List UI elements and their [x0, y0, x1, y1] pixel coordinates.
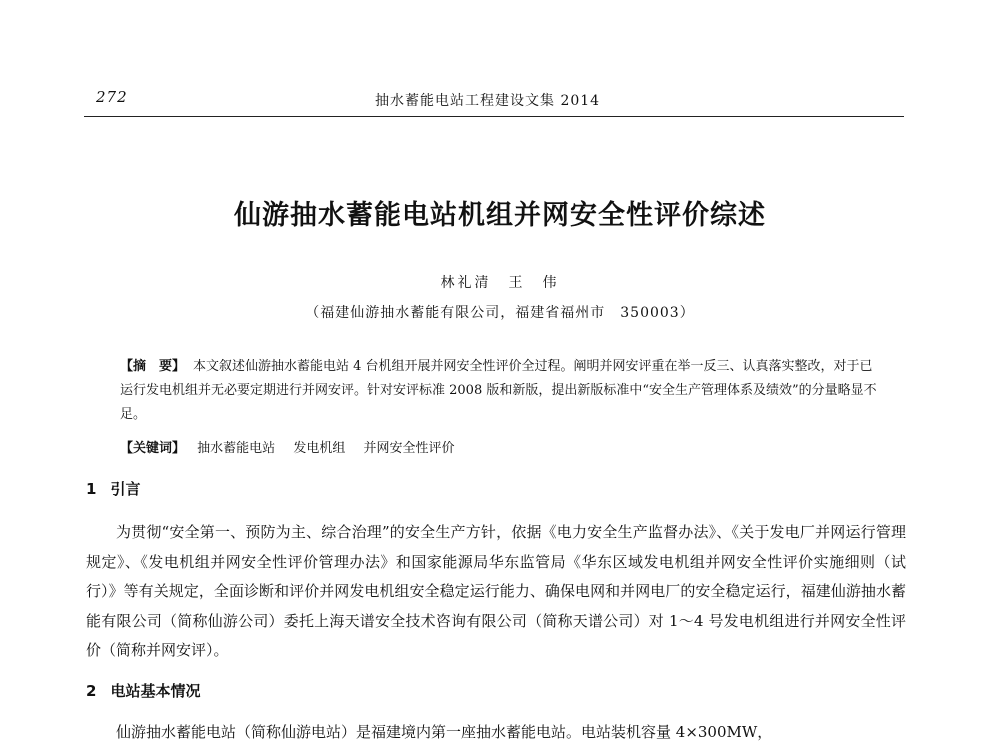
section-paragraph-intro: 为贯彻“安全第一、预防为主、综合治理”的安全生产方针，依据《电力安全生产监督办法》、《关于发电厂并网运行管理规定》、《发电机组并网安全性评价管理办法》和国家能源局华东监管局《华东区域发电机组并网安全性评价实施细则（试行）》等有关规定，全面诊断和评价并网发电机组安全稳定运行能力、确保电网和并网电厂的安全稳定运行，福建仙游抽水蓄能有限公司（简称仙游公司）委托上海天谱安全技术咨询有限公司（简称天谱公司）对 1～4 号发电机组进行并网安全性评价（简称并网安评）。 — [86, 523, 906, 659]
keyword: 抽水蓄能电站 — [197, 441, 276, 456]
keyword: 发电机组 — [293, 441, 346, 456]
section-heading-station — [86, 680, 200, 701]
section-title: 引言 — [110, 480, 141, 498]
section-title: 电站基本情况 — [110, 682, 201, 700]
section-number: 1 — [86, 480, 97, 498]
article-authors: 林礼清 王 伟 — [440, 275, 560, 291]
keyword: 并网安全性评价 — [363, 441, 455, 456]
header-rule — [84, 116, 904, 117]
abstract-label: 【摘 要】 — [120, 359, 186, 374]
section-number: 2 — [86, 682, 97, 700]
page-number: 272 — [96, 88, 128, 106]
running-header-title: 抽水蓄能电站工程建设文集 2014 — [375, 93, 601, 109]
section-paragraph-station: 仙游抽水蓄能电站（简称仙游电站）是福建境内第一座抽水蓄能电站。电站装机容量 4×300MW， — [116, 723, 773, 741]
article-affiliation: （福建仙游抽水蓄能有限公司，福建省福州市 350003） — [305, 305, 695, 321]
keywords-label: 【关键词】 — [120, 441, 186, 456]
article-title: 仙游抽水蓄能电站机组并网安全性评价综述 — [234, 200, 766, 231]
abstract-text: 本文叙述仙游抽水蓄能电站 4 台机组开展并网安全性评价全过程。阐明并网安评重在举一反三、认真落实整改，对于已运行发电机组并无必要定期进行并网安评。针对安评标准 2008 版和新版，提出新版标准中“安全生产管理体系及绩效”的分量略显不足。 — [120, 359, 877, 422]
abstract — [120, 355, 880, 427]
section-heading-intro — [86, 478, 140, 499]
keywords — [120, 437, 880, 456]
